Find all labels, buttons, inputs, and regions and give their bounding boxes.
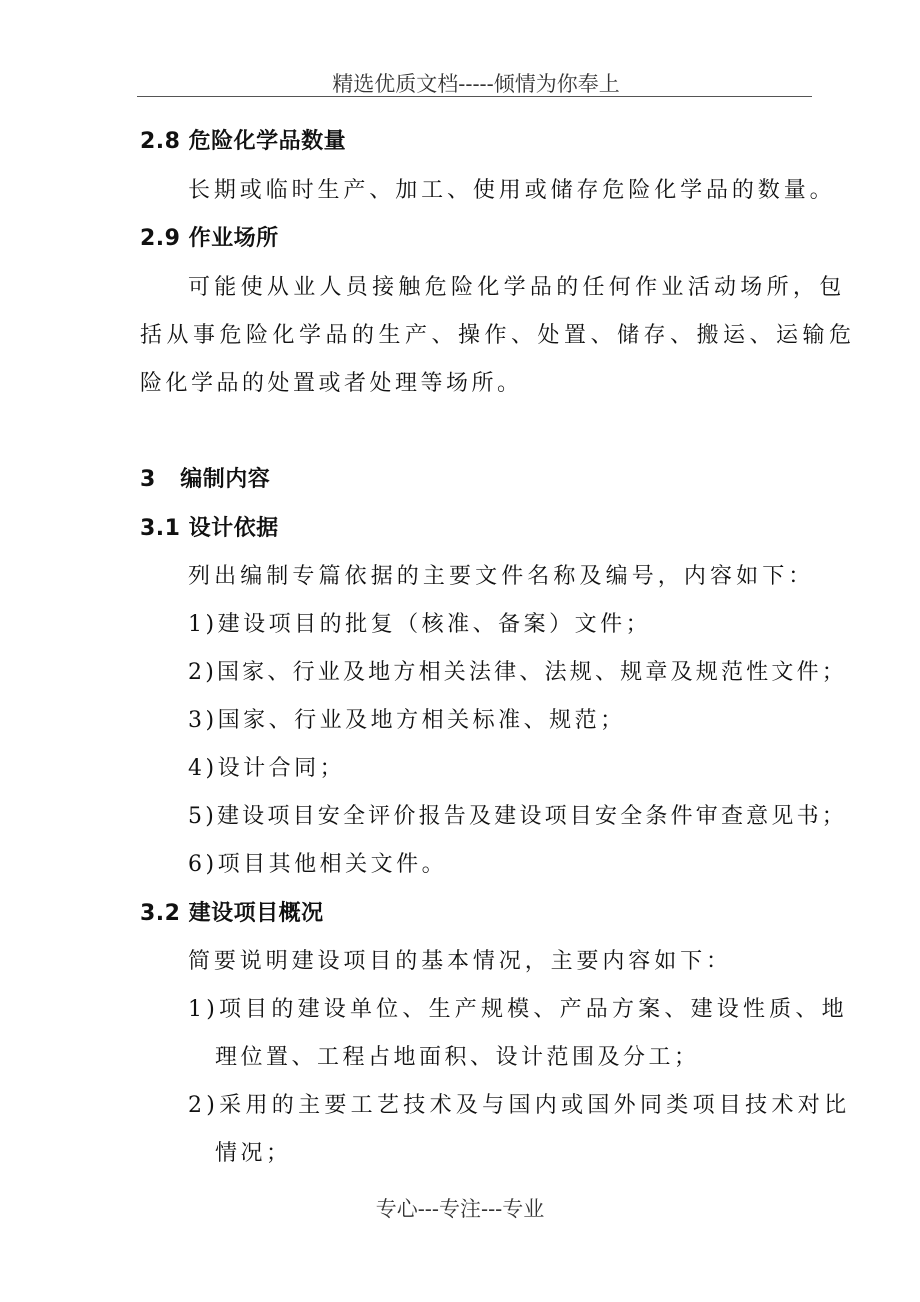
heading-3-1: 3.1 设计依据: [140, 516, 279, 541]
list-item-3-1-2: 2)国家、行业及地方相关法律、法规、规章及规范性文件；: [188, 660, 847, 685]
list-item-3-2-1-line-1: 1)项目的建设单位、生产规模、产品方案、建设性质、地: [188, 997, 848, 1022]
heading-2-8: 2.8 危险化学品数量: [140, 129, 347, 154]
list-item-3-1-6: 6)项目其他相关文件。: [188, 852, 448, 877]
paragraph-3-1-intro: 列出编制专篇依据的主要文件名称及编号，内容如下：: [188, 564, 815, 589]
heading-3: 3 编制内容: [140, 467, 271, 492]
header-divider: [137, 96, 812, 97]
heading-3-2: 3.2 建设项目概况: [140, 901, 324, 926]
list-item-3-1-3: 3)国家、行业及地方相关标准、规范；: [188, 708, 626, 733]
paragraph-2-8: 长期或临时生产、加工、使用或储存危险化学品的数量。: [188, 178, 836, 203]
paragraph-3-2-intro: 简要说明建设项目的基本情况，主要内容如下：: [188, 949, 732, 974]
paragraph-2-9-line-3: 险化学品的处置或者处理等场所。: [140, 371, 523, 396]
list-item-3-2-1-line-2: 理位置、工程占地面积、设计范围及分工；: [215, 1045, 700, 1070]
list-item-3-1-1: 1)建设项目的批复（核准、备案）文件；: [188, 612, 652, 637]
list-item-3-1-4: 4)设计合同；: [188, 756, 346, 781]
heading-2-9: 2.9 作业场所: [140, 226, 279, 251]
list-item-3-2-2-line-1: 2)采用的主要工艺技术及与国内或国外同类项目技术对比: [188, 1093, 851, 1118]
paragraph-2-9-line-2: 括从事危险化学品的生产、操作、处置、储存、搬运、运输危: [140, 323, 856, 348]
list-item-3-1-5: 5)建设项目安全评价报告及建设项目安全条件审查意见书；: [188, 804, 847, 829]
paragraph-2-9-line-1: 可能使从业人员接触危险化学品的任何作业活动场所，包: [188, 275, 846, 300]
list-item-3-2-2-line-2: 情况；: [215, 1141, 292, 1166]
page-footer: 专心---专注---专业: [375, 1197, 545, 1221]
page-header: 精选优质文档-----倾情为你奉上: [332, 72, 620, 96]
